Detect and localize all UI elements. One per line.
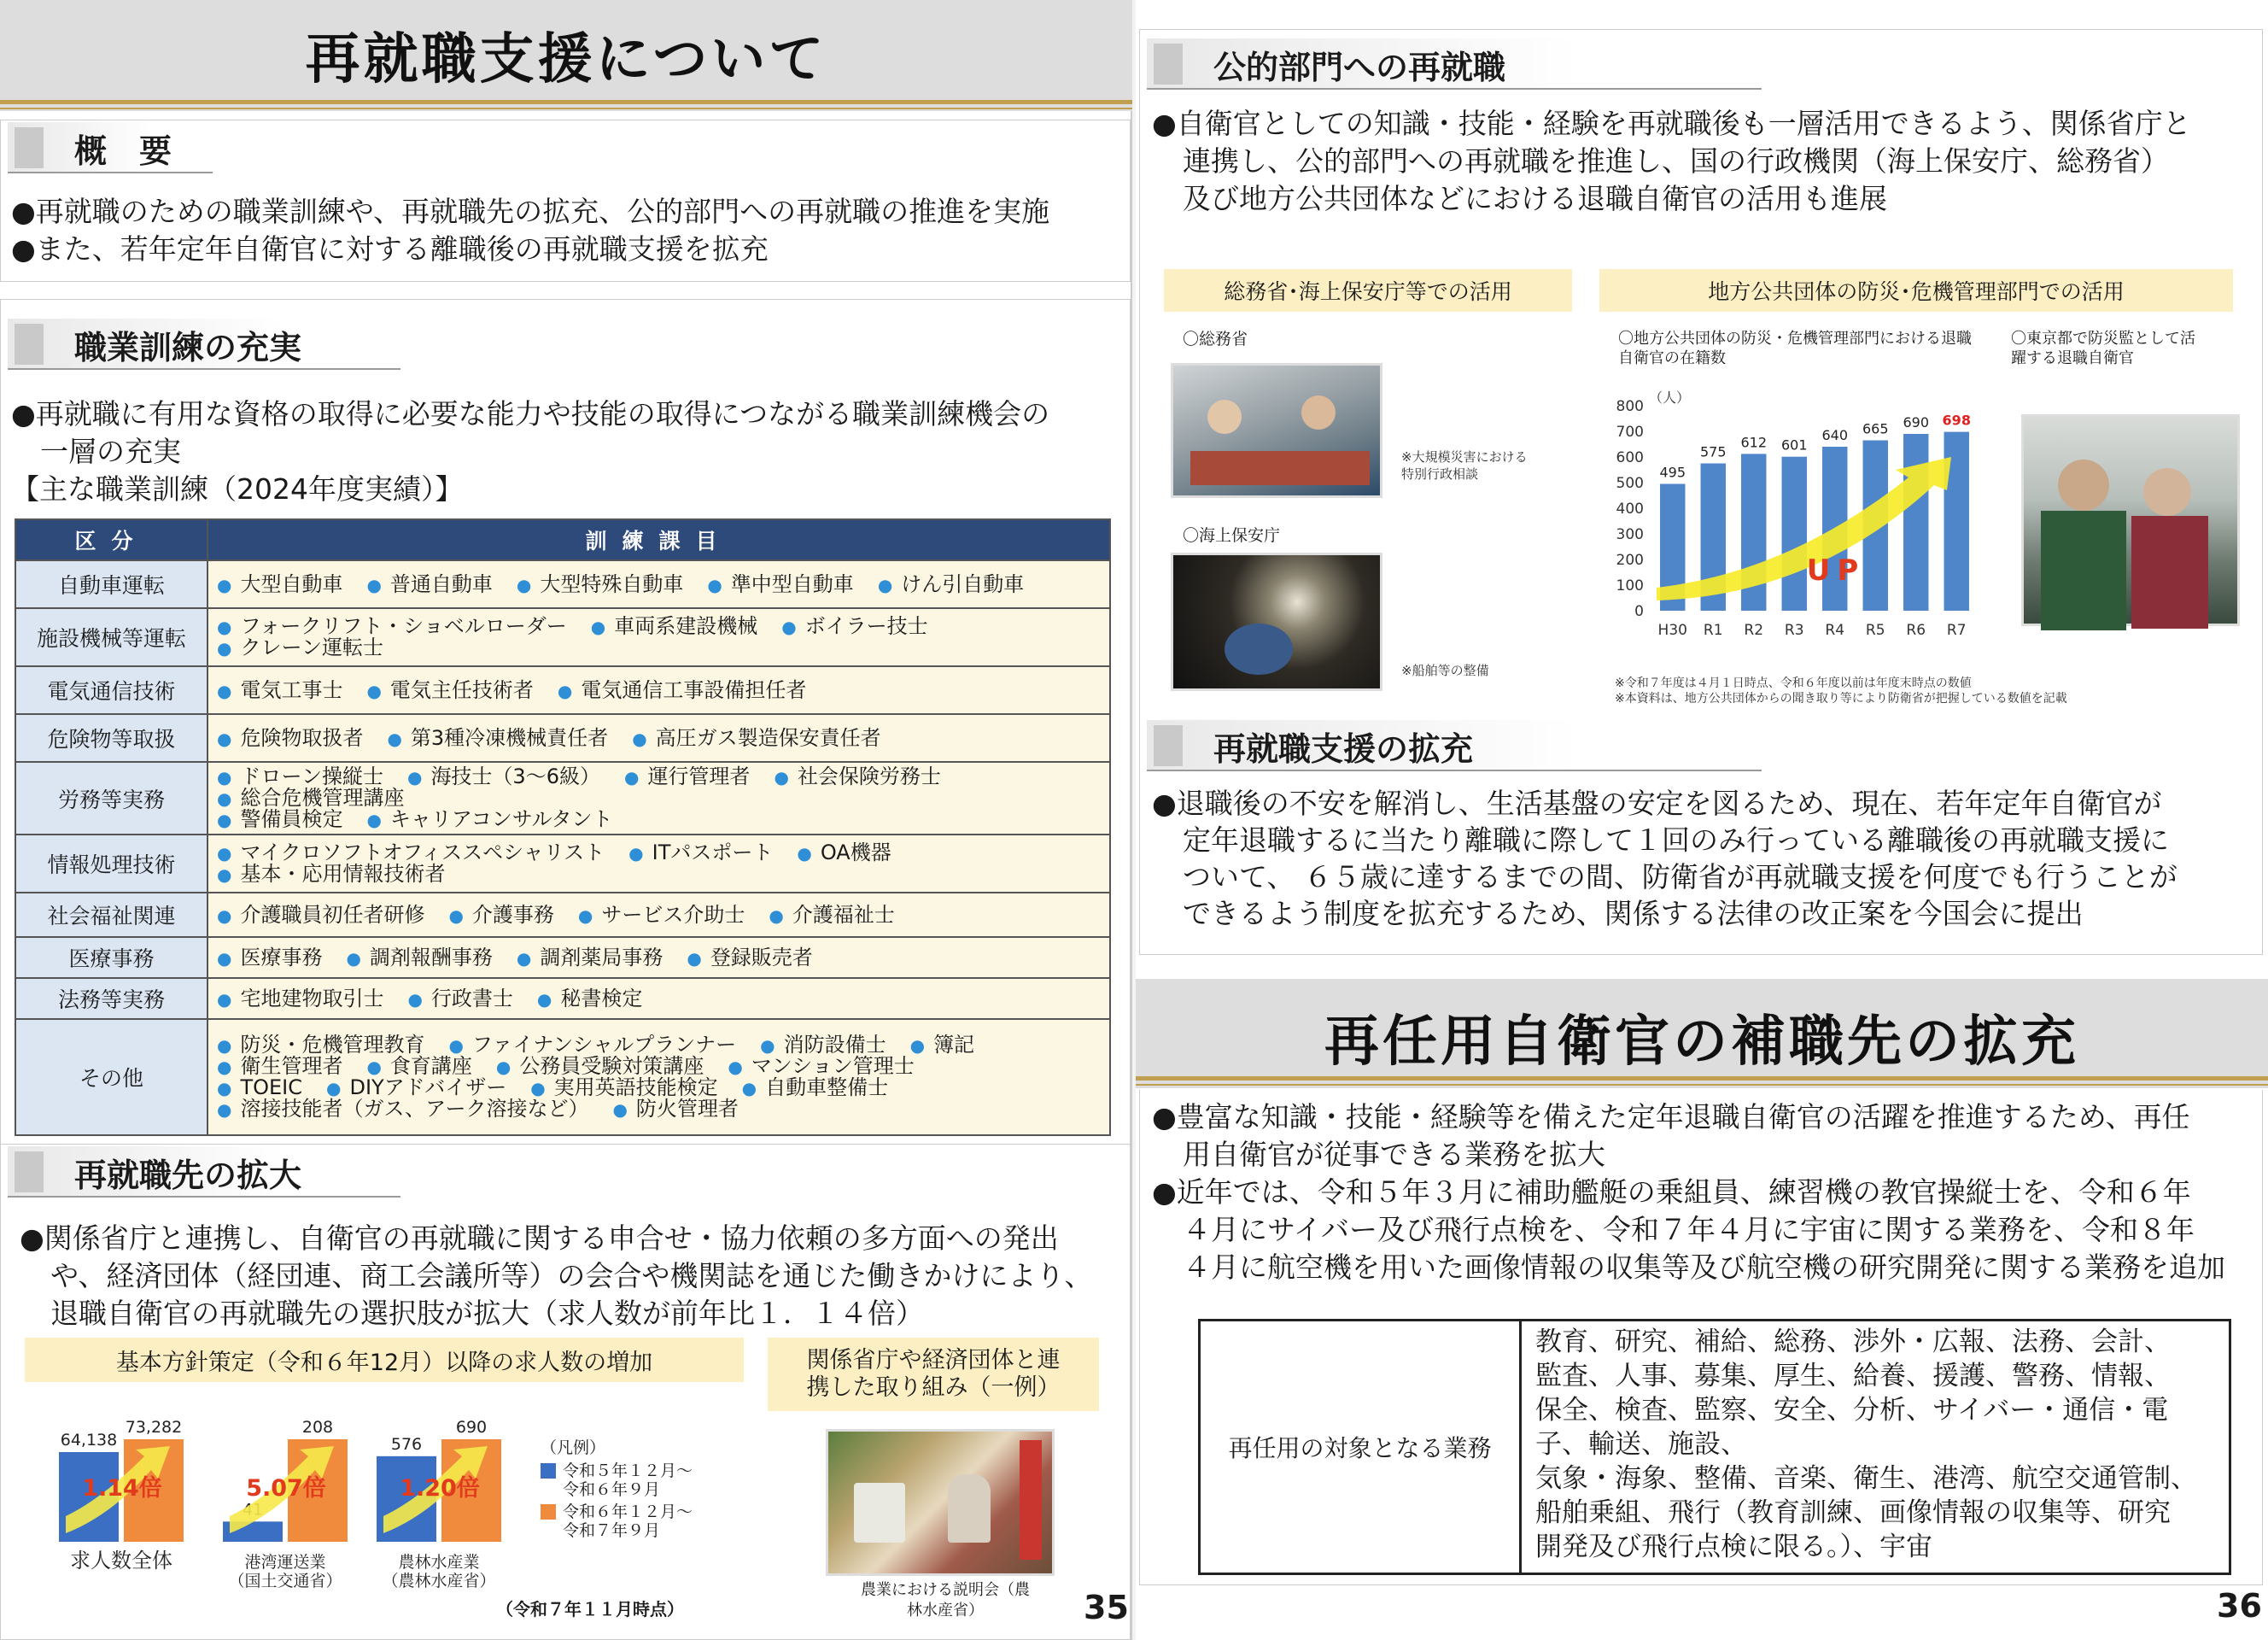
course-item: ● 防災・危機管理教育	[217, 1034, 424, 1056]
course-item: ● フォークリフト・ショベルローダー	[217, 616, 567, 637]
table-cell-courses	[208, 762, 1110, 835]
table-cell-courses	[208, 560, 1110, 608]
training-subheading: 【主な職業訓練（2024年度実績）】	[11, 472, 464, 506]
ratio-label: 1.14倍	[82, 1475, 162, 1502]
overview-section	[0, 120, 1131, 282]
reappointment-section	[1139, 1090, 2263, 1585]
table-row	[15, 1019, 1110, 1135]
page-title: 再就職支援について	[305, 28, 827, 91]
course-item: ● 警備員検定	[217, 809, 342, 830]
x-tick-label: R7	[1946, 622, 1967, 639]
chart-bar	[1782, 457, 1807, 611]
agriculture-briefing-photo	[826, 1429, 1055, 1576]
ratio-label: 1.20倍	[400, 1475, 480, 1502]
coast-guard-photo	[1171, 553, 1382, 691]
initiative-box-label: 関係省庁や経済団体と連携した取り組み（一例）	[768, 1338, 1099, 1411]
course-item: ● 自動車整備士	[742, 1077, 888, 1098]
course-item: ● 行政書士	[407, 988, 512, 1010]
course-item: ● 公務員受験対策講座	[496, 1056, 704, 1077]
course-item: ● 介護福祉士	[769, 905, 894, 926]
training-bullet: ●再就職に有用な資格の取得に必要な能力や技能の取得につながる職業訓練機会の 一層の充実 【主な職業訓練（2024年度実績）】	[11, 395, 1121, 508]
table-cell-category: 情報処理技術	[15, 835, 208, 893]
table-cell-courses	[208, 835, 1110, 893]
public-sector-heading: 公的部門への再就職	[1147, 38, 1762, 90]
course-item: ● 防火管理者	[612, 1098, 738, 1120]
course-item: ● OA機器	[797, 842, 891, 864]
table-cell-category: 電気通信技術	[15, 666, 208, 714]
course-item: ● 秘書検定	[537, 988, 642, 1010]
table-cell-category: 法務等実務	[15, 978, 208, 1019]
reemployment-heading: 再就職支援の拡充	[1147, 720, 1762, 771]
photo-caption: 農業における説明会（農林水産省）	[861, 1581, 1030, 1620]
bar-value-label: 690	[1903, 414, 1930, 430]
course-item: ● サービス介助士	[578, 905, 745, 926]
table-cell-category: 社会福祉関連	[15, 893, 208, 937]
chart-legend	[541, 1435, 694, 1543]
course-item: ● クレーン運転士	[217, 637, 383, 659]
x-tick-label: R6	[1906, 622, 1926, 639]
reemployment-bullets: ●退職後の不安を解消し、生活基盤の安定を図るため、現在、若年定年自衛官が 定年退職するに当たり離職に際して１回のみ行っている離職後の再就職支援に ついて、 ６５歳に達するまでの間、防衛省が再就職支援を何度でも行うことが できるよう制度を拡充するため、関係する法律の改正案を今国会に提出	[1152, 787, 2177, 930]
bar-value-label: 73,282	[125, 1418, 183, 1437]
label-kaijo: 〇海上保安庁	[1183, 526, 1281, 545]
overview-bullet: ●また、若年定年自衛官に対する離職後の再就職支援を拡充	[11, 232, 769, 266]
reappointment-title-banner	[1136, 979, 2268, 1088]
category-sublabel: （農林水産省）	[382, 1572, 496, 1590]
course-item: ● 簿記	[910, 1034, 974, 1056]
training-table	[15, 518, 1111, 1136]
chart-notes: ※令和７年度は４月１日時点、令和６年度以前は年度末時点の数値 ※本資料は、地方公共団体からの聞き取り等により防衛省が把握している数値を記載	[1615, 676, 2067, 706]
local-govt-staff-chart	[1601, 389, 1994, 662]
course-item: ● マイクロソフトオフィススペシャリスト	[217, 842, 605, 864]
course-item: ● 第3種冷凍機械責任者	[387, 728, 608, 749]
y-tick-label: 200	[1616, 552, 1644, 569]
reappointment-title: 再任用自衛官の補職先の拡充	[1324, 1010, 2079, 1074]
overview-bullet: ●再就職のための職業訓練や、再就職先の拡充、公的部門への再就職の推進を実施	[11, 195, 1050, 228]
table-cell-category: 医療事務	[15, 937, 208, 978]
up-annotation: UP	[1806, 554, 1866, 588]
table-row	[15, 714, 1110, 762]
course-item: ● 調剤薬局事務	[517, 947, 663, 969]
course-item: ● 衛生管理者	[217, 1056, 342, 1077]
bar-value-label: 698	[1942, 412, 1971, 429]
page-number-35: 35	[1084, 1589, 1129, 1626]
course-item: ● 実用英語技能検定	[530, 1077, 717, 1098]
course-item: ● 車両系建設機械	[591, 616, 757, 637]
course-item: ● 消防設備士	[760, 1034, 886, 1056]
bar-value-label: 665	[1862, 420, 1889, 437]
course-item: ● 準中型自動車	[707, 574, 853, 595]
table-label: 再任用の対象となる業務	[1201, 1321, 1522, 1573]
course-item: ● ボイラー技士	[781, 616, 927, 637]
y-tick-label: 0	[1634, 603, 1644, 620]
course-item: ● 運行管理者	[624, 766, 750, 788]
course-item: ● 医療事務	[217, 947, 322, 969]
bar-value-label: 612	[1740, 434, 1768, 451]
table-content: 教育、研究、補給、総務、渉外・広報、法務、会計、 監査、人事、募集、厚生、給養、援護、警務、情報、 保全、検査、監察、安全、分析、サイバー・通信・電 子、輸送、施設、 気象・海象、整備、音楽、衛生、港湾、航空交通管制、 船舶乗組、飛行（教育訓練、画像情報の収集等、研究 開発及び飛行点検に限る。）、宇宙	[1535, 1327, 2197, 1562]
table-row	[15, 937, 1110, 978]
legend-item-1: 令和５年１２月～令和６年９月	[541, 1461, 694, 1499]
category-sublabel: （国土交通省）	[228, 1572, 342, 1590]
table-row	[15, 762, 1110, 835]
x-tick-label: H30	[1657, 622, 1687, 639]
timestamp: （令和７年１１月時点）	[496, 1599, 684, 1620]
training-heading: 職業訓練の充実	[8, 319, 400, 370]
legend-item-2: 令和６年１２月～令和７年９月	[541, 1502, 694, 1540]
table-cell-courses	[208, 608, 1110, 666]
category-label: 港湾運送業	[244, 1553, 326, 1572]
caption-kaijo: ※船舶等の整備	[1401, 663, 1489, 678]
course-item: ● 社会保険労務士	[774, 766, 940, 788]
reappointment-bullets: ●豊富な知識・技能・経験等を備えた定年退職自衛官の活躍を推進するため、再任 用自衛官が従事できる業務を拡大 ●近年では、令和５年３月に補助艦艇の乗組員、練習機の教官操縦士を、令和６年 ４月にサイバー及び飛行点検を、令和７年４月に宇宙に関する業務を、令和８年 ４月に航空機を用いた画像情報の収集等及び航空機の研究開発に関する業務を追加	[1152, 1100, 2225, 1284]
table-row	[15, 978, 1110, 1019]
box-national-agencies: 総務省･海上保安庁等での活用	[1164, 269, 1572, 312]
course-item: ● ITパスポート	[628, 842, 773, 864]
category-label: 農林水産業	[398, 1553, 480, 1572]
x-tick-label: R4	[1825, 622, 1845, 639]
tokyo-label: 〇東京都で防災監として活躍する退職自衛官	[2011, 330, 2195, 367]
y-tick-label: 500	[1616, 475, 1644, 492]
overview-bullets	[11, 193, 1121, 268]
course-item: ● 大型特殊自動車	[517, 574, 683, 595]
course-item: ● 高圧ガス製造保安責任者	[632, 728, 880, 749]
course-item: ● 電気工事士	[217, 680, 342, 701]
chart-bar	[1903, 434, 1928, 611]
bar-value-label: 208	[301, 1418, 334, 1437]
somusho-photo	[1171, 363, 1382, 498]
course-item: ● ファイナンシャルプランナー	[448, 1034, 736, 1056]
y-tick-label: 700	[1616, 424, 1644, 441]
y-axis-unit: （人）	[1649, 390, 1691, 406]
legend-title: （凡例）	[541, 1438, 606, 1457]
table-cell-category: 危険物等取扱	[15, 714, 208, 762]
bar-value-label: 690	[455, 1418, 488, 1437]
box-local-govt: 地方公共団体の防災･危機管理部門での活用	[1599, 269, 2233, 312]
course-item: ● 海技士（3～6級）	[407, 766, 600, 788]
training-section	[0, 299, 1131, 1145]
bar-value-label: 601	[1780, 436, 1808, 454]
course-item: ● マンション管理士	[728, 1056, 914, 1077]
course-item: ● 電気主任技術者	[366, 680, 533, 701]
table-row	[15, 835, 1110, 893]
page-35	[0, 0, 1132, 1640]
chart-title: 〇地方公共団体の防災・危機管理部門における退職自衛官の在籍数	[1618, 330, 1972, 367]
table-row	[15, 893, 1110, 937]
y-tick-label: 100	[1616, 577, 1644, 594]
y-tick-label: 400	[1616, 501, 1644, 518]
course-item: ● TOEIC	[217, 1077, 302, 1098]
reappointment-table	[1198, 1319, 2231, 1575]
course-item: ● 溶接技能者（ガス、アーク溶接など）	[217, 1098, 588, 1120]
bar-value-label: 495	[1659, 464, 1686, 481]
category-label: 求人数全体	[70, 1549, 172, 1573]
caption-somusho: ※大規模災害における特別行政相談	[1401, 449, 1528, 482]
x-tick-label: R3	[1784, 622, 1804, 639]
x-tick-label: R1	[1703, 622, 1723, 639]
overview-heading: 概 要	[8, 122, 213, 173]
course-item: ● 登録販売者	[687, 947, 812, 969]
table-cell-category: 労務等実務	[15, 762, 208, 835]
course-item: ● 介護職員初任者研修	[217, 905, 424, 926]
x-tick-label: R5	[1865, 622, 1885, 639]
ratio-label: 5.07倍	[246, 1475, 326, 1502]
table-header-category: 区分	[15, 519, 208, 560]
expansion-bullets: ●関係省庁と連携し、自衛官の再就職に関する申合せ・協力依頼の多方面への発出 や、経済団体（経団連、商工会議所等）の会合や機関誌を通じた働きかけにより、 退職自衛官の再就職先の選択肢が拡大（求人数が前年比１．１４倍）	[20, 1221, 1093, 1330]
course-item: ● 総合危機管理講座	[217, 788, 404, 809]
tokyo-disaster-photo	[2021, 414, 2240, 626]
table-cell-courses	[208, 978, 1110, 1019]
expansion-heading: 再就職先の拡大	[8, 1146, 400, 1198]
course-item: ● 大型自動車	[217, 574, 342, 595]
page-title-banner	[0, 0, 1132, 111]
y-tick-label: 800	[1616, 398, 1644, 415]
table-cell-courses	[208, 937, 1110, 978]
public-sector-section	[1139, 29, 2263, 955]
table-row	[15, 666, 1110, 714]
page-number-36: 36	[2217, 1587, 2262, 1625]
course-item: ● 調剤報酬事務	[346, 947, 492, 969]
course-item: ● キャリアコンサルタント	[366, 809, 612, 830]
course-item: ● けん引自動車	[878, 574, 1024, 595]
course-item: ● 基本・応用情報技術者	[217, 864, 445, 885]
course-item: ● ドローン操縦士	[217, 766, 383, 788]
course-item: ● 危険物取扱者	[217, 728, 363, 749]
bar-value-label: 576	[390, 1434, 423, 1454]
table-cell-courses	[208, 666, 1110, 714]
y-tick-label: 300	[1616, 526, 1644, 543]
y-tick-label: 600	[1616, 449, 1644, 466]
table-header-courses: 訓練課目	[208, 519, 1110, 560]
course-item: ● 介護事務	[448, 905, 553, 926]
course-item: ● 宅地建物取引士	[217, 988, 383, 1010]
bar-value-label: 640	[1821, 427, 1849, 443]
course-item: ● 電気通信工事設備担任者	[558, 680, 806, 701]
table-cell-courses	[208, 714, 1110, 762]
table-cell-category: 施設機械等運転	[15, 608, 208, 666]
public-sector-bullets: ●自衛官としての知識・技能・経験を再就職後も一層活用できるよう、関係省庁と 連携し、公的部門への再就職を推進し、国の行政機関（海上保安庁、総務省） 及び地方公共団体などにおける退職自衛官の活用も進展	[1152, 107, 2191, 215]
bar-value-label: 64,138	[60, 1430, 118, 1450]
expansion-section	[0, 1145, 1131, 1640]
chart-box-label: 基本方針策定（令和６年12月）以降の求人数の増加	[25, 1338, 744, 1382]
x-tick-label: R2	[1744, 622, 1764, 639]
table-cell-courses	[208, 1019, 1110, 1135]
bar-value-label: 575	[1699, 443, 1727, 460]
table-cell-courses	[208, 893, 1110, 937]
course-item: ● 普通自動車	[366, 574, 492, 595]
table-cell-category: 自動車運転	[15, 560, 208, 608]
page-36	[1136, 0, 2268, 1640]
table-row	[15, 608, 1110, 666]
course-item: ● 食育講座	[366, 1056, 471, 1077]
table-cell-category: その他	[15, 1019, 208, 1135]
course-item: ● DIYアドバイザー	[326, 1077, 506, 1098]
table-row	[15, 560, 1110, 608]
label-somusho: 〇総務省	[1183, 330, 1248, 348]
